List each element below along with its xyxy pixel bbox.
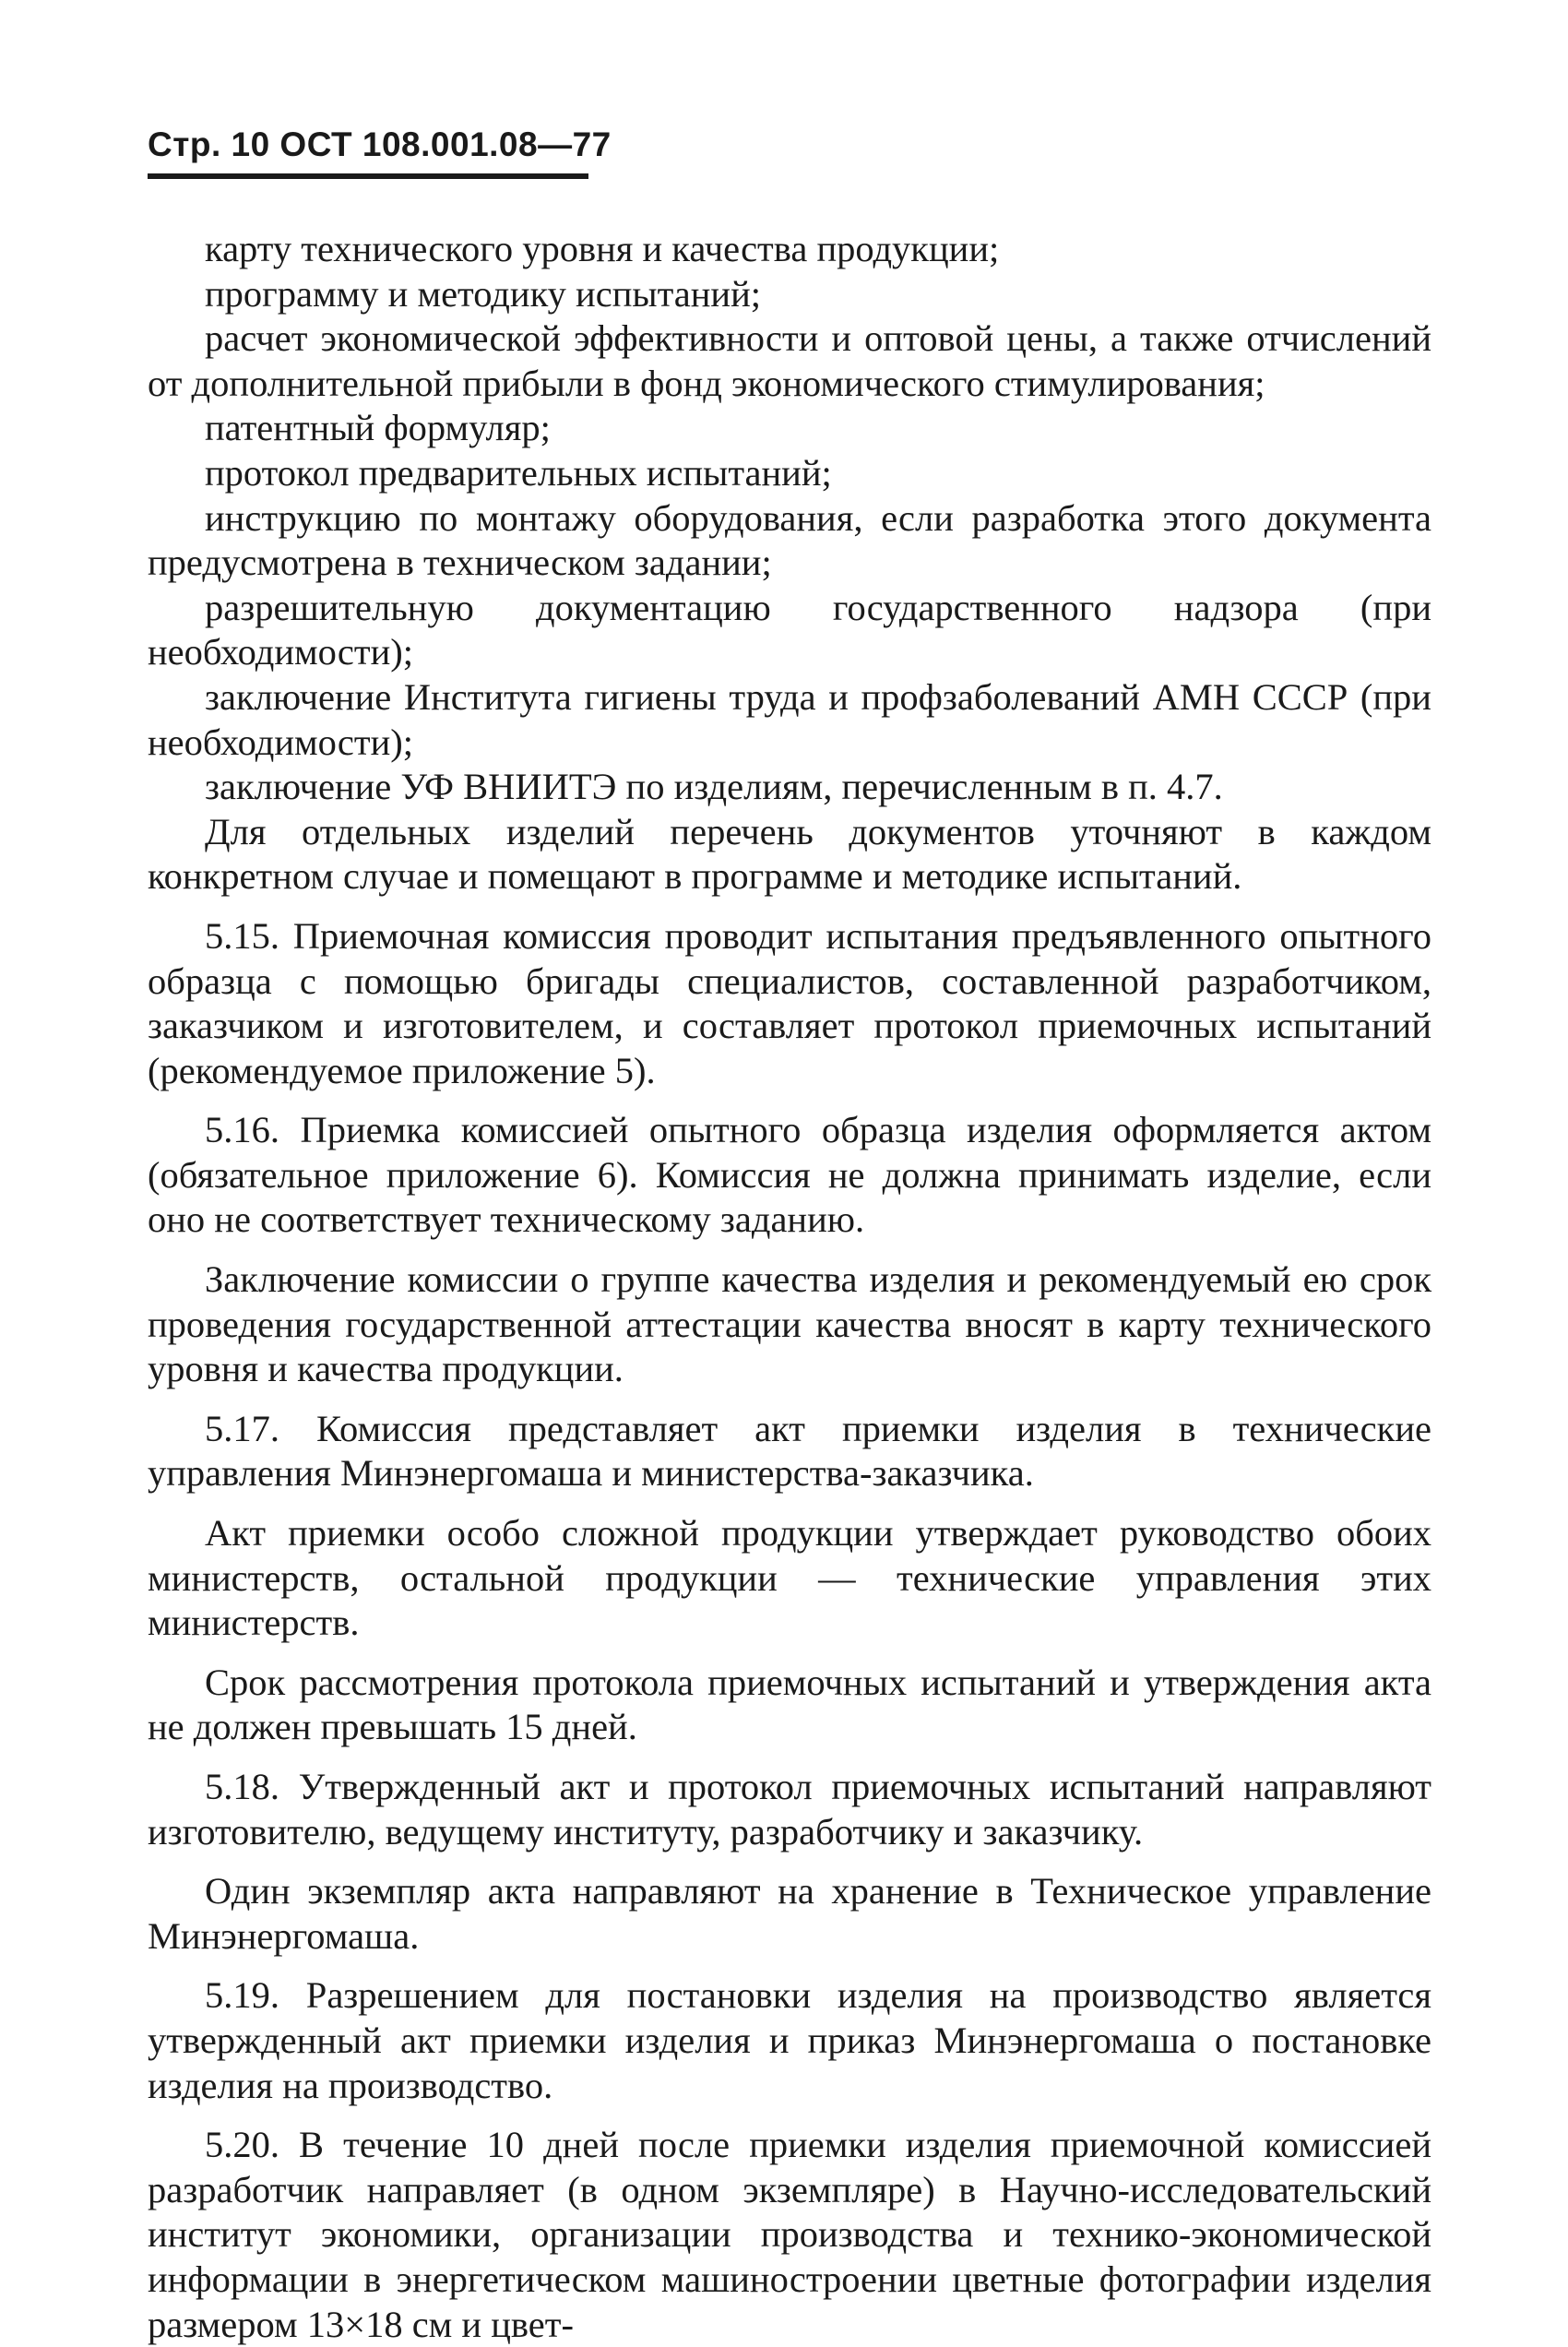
page-header: Стр. 10 ОСТ 108.001.08—77 — [148, 125, 612, 163]
paragraph: патентный формуляр; — [205, 407, 551, 449]
paragraph: заключение УФ ВНИИТЭ по изделиям, перечисленным в п. 4.7. — [205, 766, 1223, 808]
section-5-16: 5.16. Приемка комиссией опытного образца изделия оформляется актом (обязательное приложение 6). Комиссия не должна принимать изделие, если оно не соответствует техническому заданию. — [148, 1109, 1431, 1241]
paragraph: Заключение комиссии о группе качества изделия и рекомендуемый ею срок проведения государственной аттестации качества вносят в карту технического уровня и качества продукции. — [148, 1258, 1431, 1390]
paragraph: Акт приемки особо сложной продукции утверждает руководство обоих министерств, остальной продукции — технические управления этих министерств. — [148, 1512, 1431, 1644]
paragraph: Срок рассмотрения протокола приемочных испытаний и утверждения акта не должен превышать 15 дней. — [148, 1661, 1431, 1748]
paragraph: протокол предварительных испытаний; — [205, 451, 832, 494]
paragraph: программу и методику испытаний; — [205, 272, 762, 315]
paragraph: Один экземпляр акта направляют на хранение в Техническое управление Минэнергомаша. — [148, 1870, 1431, 1957]
paragraph: расчет экономической эффективности и оптовой цены, а также отчислений от дополнительной прибыли в фонд экономического стимулирования; — [148, 317, 1431, 404]
section-5-20: 5.20. В течение 10 дней после приемки изделия приемочной комиссией разработчик направляет (в одном экземпляре) в Научно-исследовательский институт экономики, организации производства и технико-экономической информации в энергетическом машиностроении цветные фотографии изделия размером 13×18 см и цвет- — [148, 2124, 1431, 2345]
section-5-15: 5.15. Приемочная комиссия проводит испытания предъявленного опытного образца с помощью бригады специалистов, составленной разработчиком, заказчиком и изготовителем, и составляет протокол приемочных испытаний (рекомендуемое приложение 5). — [148, 914, 1431, 1091]
paragraph: заключение Института гигиены труда и профзаболеваний АМН СССР (при необходимости); — [148, 675, 1431, 763]
paragraph: карту технического уровня и качества продукции; — [205, 228, 1000, 269]
document-body — [148, 227, 1431, 2347]
header-underline — [148, 173, 588, 179]
section-5-18: 5.18. Утвержденный акт и протокол приемочных испытаний направляют изготовителю, ведущему институту, разработчику и заказчику. — [148, 1766, 1431, 1853]
paragraph: Для отдельных изделий перечень документов уточняют в каждом конкретном случае и помещают в программе и методике испытаний. — [148, 810, 1431, 898]
section-5-17: 5.17. Комиссия представляет акт приемки изделия в технические управления Минэнергомаша и министерства-заказчика. — [148, 1407, 1431, 1495]
paragraph: разрешительную документацию государственного надзора (при необходимости); — [148, 586, 1431, 673]
paragraph: инструкцию по монтажу оборудования, если разработка этого документа предусмотрена в техническом задании; — [148, 496, 1431, 584]
section-5-19: 5.19. Разрешением для постановки изделия на производство является утвержденный акт приемки изделия и приказ Минэнергомаша о постановке изделия на производство. — [148, 1974, 1431, 2106]
